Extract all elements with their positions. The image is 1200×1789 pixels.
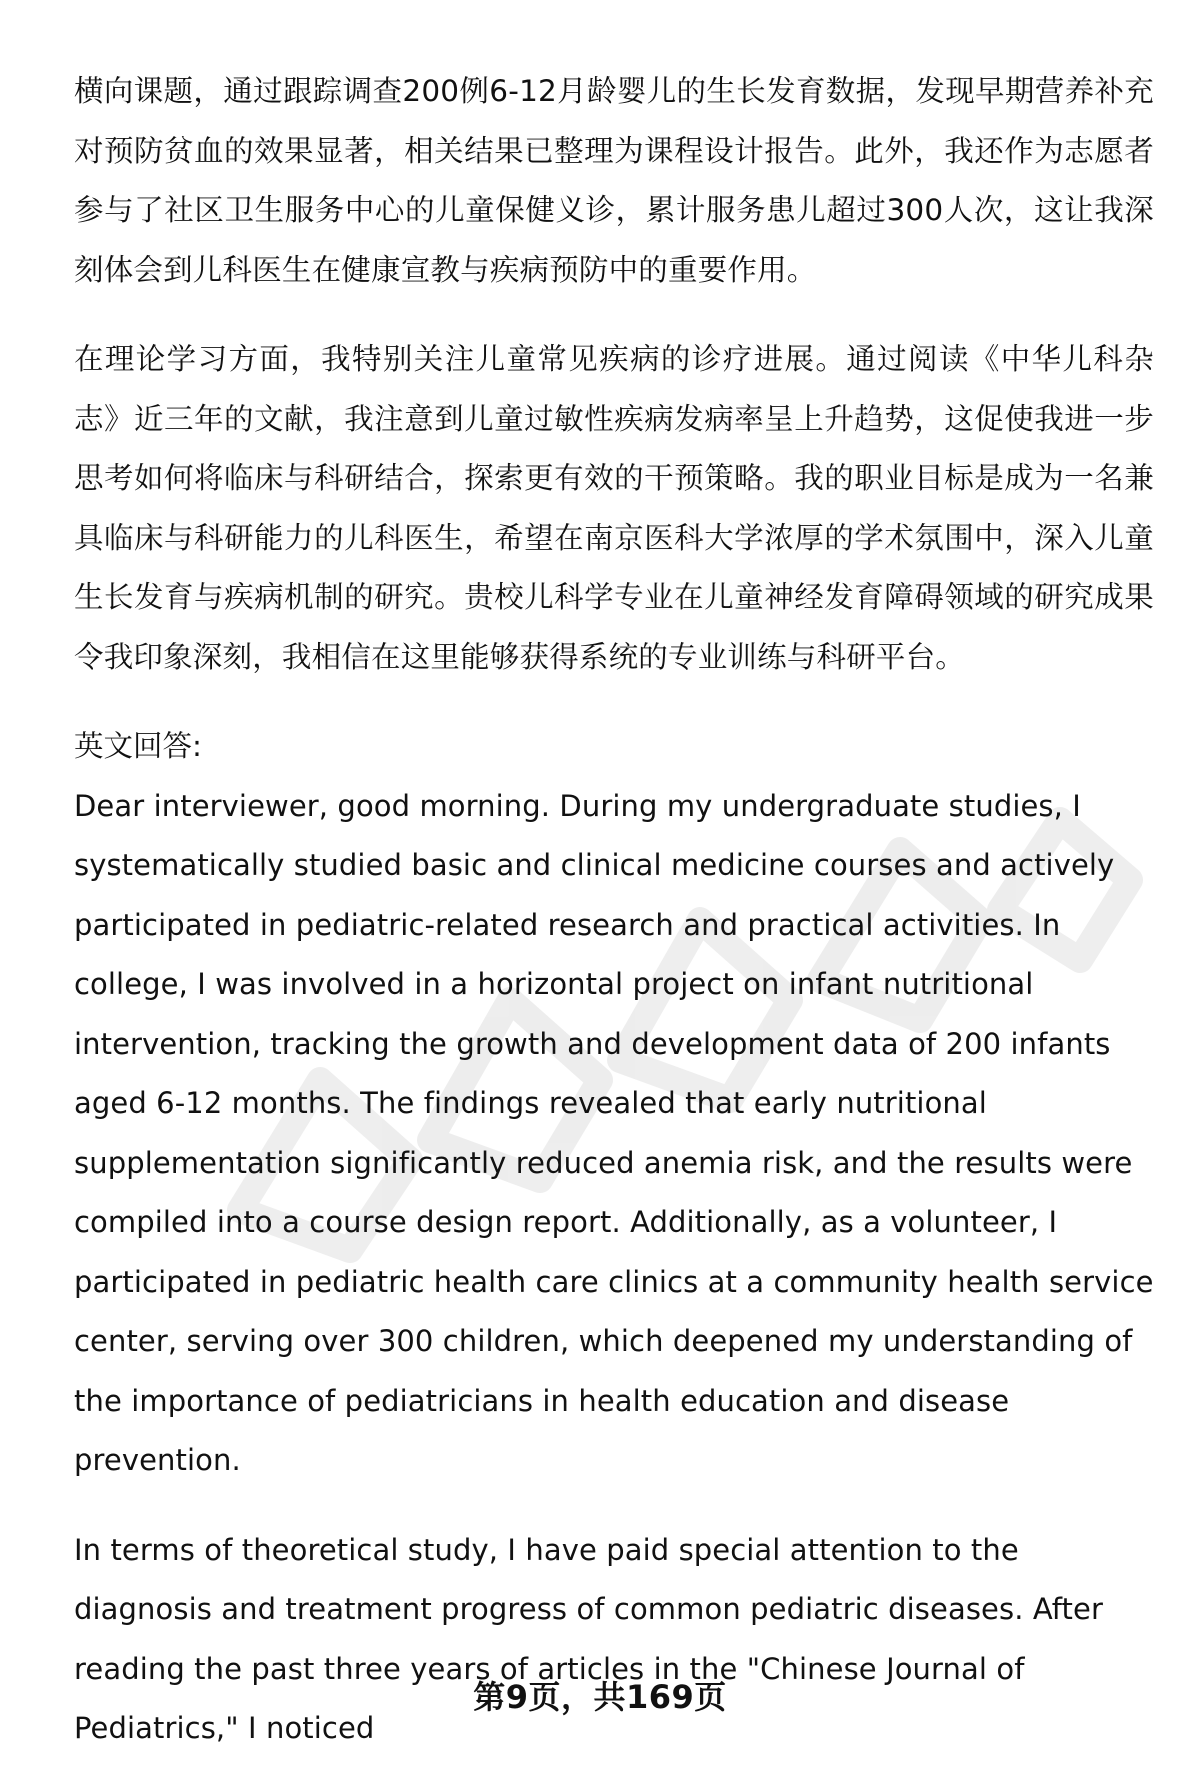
english-answer-label: 英文回答: [74, 729, 202, 763]
paragraph-en-1: Dear interviewer, good morning. During my undergraduate studies, I systematically studied basic and clinical medicine courses and actively participated in pediatric-related research and practical activities. In college, I was involved in a horizontal project on infant nutritional intervention, tracking the growth and development data of 200 infants aged 6-12 months. The findings revealed that early nutritional supplementation significantly reduced anemia risk, and the results were compiled into a course design report. Additionally, as a volunteer, I participated in pediatric health care clinics at a community health service center, serving over 300 children, which deepened my understanding of the importance of pediatricians in health education and disease prevention. [74, 788, 1154, 1477]
paragraph-zh-2: 在理论学习方面，我特别关注儿童常见疾病的诊疗进展。通过阅读《中华儿科杂志》近三年的文献，我注意到儿童过敏性疾病发病率呈上升趋势，这促使我进一步思考如何将临床与科研结合，探索更有效的干预策略。我的职业目标是成为一名兼具临床与科研能力的儿科医生，希望在南京医科大学浓厚的学术氛围中，深入儿童生长发育与疾病机制的研究。贵校儿科学专业在儿童神经发育障碍领域的研究成果令我印象深刻，我相信在这里能够获得系统的专业训练与科研平台。 [74, 342, 1154, 674]
paragraph-zh-1: 横向课题，通过跟踪调查200例6-12月龄婴儿的生长发育数据，发现早期营养补充对预防贫血的效果显著，相关结果已整理为课程设计报告。此外，我还作为志愿者参与了社区卫生服务中心的儿童保健义诊，累计服务患儿超过300人次，这让我深刻体会到儿科医生在健康宣教与疾病预防中的重要作用。 [74, 74, 1154, 287]
paragraph-en-2: In terms of theoretical study, I have paid special attention to the diagnosis and treatment progress of common pediatric diseases. After reading the past three years of articles in the "Chinese Journal of Pediatrics," I noticed [74, 1532, 1103, 1745]
document-body [74, 62, 1154, 1789]
page-number: 第9页，共169页 [473, 1678, 727, 1716]
